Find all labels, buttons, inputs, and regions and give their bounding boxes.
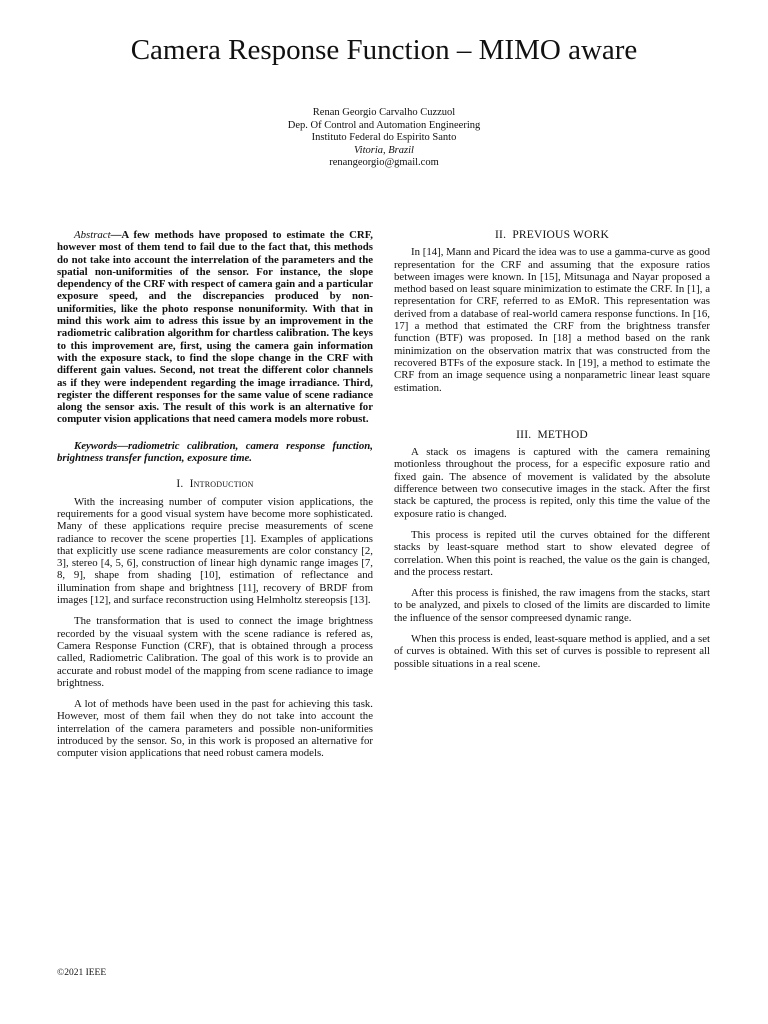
intro-paragraph: The transformation that is used to connect the image brightness recorded by the visuaal system with the scene radiance is refered as, Camera Response Function (CRF), that is obtained through a process called, Radiometric Calibration. The goal of this work is to provide an accurate and robust model of the mapping from scene radiance to image brightness. (57, 615, 373, 689)
section-spacer (394, 403, 710, 423)
method-paragraph: After this process is finished, the raw imagens from the stacks, start to be analyzed, and pixels to closed of the limits are discarded to limite the influence of the sensor compreesed dynamic range. (394, 587, 710, 624)
section-number: I. (176, 478, 184, 491)
paper-title: Camera Response Function – MIMO aware (130, 34, 638, 66)
keywords: Keywords—radiometric calibration, camera response function, brightness transfer function, exposure time. (57, 439, 373, 465)
author-email: renangeorgio@gmail.com (329, 157, 439, 168)
previous-work-paragraph: In [14], Mann and Picard the idea was to use a gamma-curve as good representation for the CRF and assuming that the exposure ratios between images were known. In [15], Mitsunaga and Nayar proposed a method based on least square minimization to estimate the CRF. In [1], a representation for CRF, referred to as EMoR. This representation was derived from a database of real-world camera response functions. In [16, 17] a method that estimated the CRF from the brightness transfer function (BTF) was proposed. In [18] a method based on the rank minimization on the observation matrix that was constructed from the recovered BTFs of the exposure stack. In [19], a method to estimate the CRF from an image sequence using a nonparametric linear least square estimation. (394, 246, 710, 394)
author-name: Renan Georgio Carvalho Cuzzuol (312, 107, 456, 118)
abstract-dash: — (110, 229, 122, 241)
section-title: METHOD (537, 428, 588, 441)
abstract-text: A few methods have proposed to estimate the CRF, however most of them tend to fail due to the fact that, this methods do not take into account the interrelation of the parameters and the spatial non-uniformities of the sensor. For instance, the slope dependency of the CRF with respect of camera gain and a particular exposure speed, and the discrepancies produced by non-uniformities, like the photo response nonuniformity. With that in mind this work aim to adress this issue by an improvement in the radiometric calibration algorithm for chartless calibration. The keys to this improvement are, first, using the camera gain information with the exposure stack, to find the slope change in the CRF with different gain values. Second, not treat the different color channels as if they were independent regarding the image irradiance. Third, register the different responses for the same value of scene radiance along the sensor axis. The result of this work is an alternative for computer vision applications that need camera models more robust. (57, 229, 373, 426)
left-column (57, 229, 373, 769)
abstract (57, 229, 373, 426)
section-heading-introduction (57, 478, 373, 490)
intro-paragraph: A lot of methods have been used in the past for achieving this task. However, most of them fail when they do not take into account the interrelation of the camera parameters and possible non-uniformities introduced by the sensor. So, in this work is proposed an alternative for computer vision applications that need robust camera models. (57, 698, 373, 760)
section-title: PREVIOUS WORK (512, 229, 609, 241)
copyright-footer: ©2021 IEEE (57, 968, 107, 978)
abstract-lead: Abstract (74, 229, 111, 241)
method-paragraph: This process is repited util the curves obtained for the different stacks by least-square method start to show elevated degree of correlation. When this point is reached, the value os the gain is changed, and the process restart. (394, 528, 710, 578)
section-heading-method (394, 429, 710, 441)
author-block (234, 107, 534, 170)
method-paragraph: When this process is ended, least-square method is applied, and a set of curves is obtained. With this set of curves is possible to represent all possible situations in a real scene. (394, 633, 710, 670)
section-heading-previous-work (394, 229, 710, 241)
section-title: Introduction (189, 478, 254, 491)
author-institution: Instituto Federal do Espirito Santo (311, 132, 457, 143)
author-department: Dep. Of Control and Automation Engineering (287, 119, 481, 131)
right-column (394, 229, 710, 679)
section-number: II. (495, 229, 507, 241)
author-location: Vitoria, Brazil (354, 144, 414, 156)
intro-paragraph: With the increasing number of computer vision applications, the requirements for a good visual system have become more sophisticated. Many of these applications require precise measurements of scene radiance to recover the scene properties [1]. Examples of applications that explicitly use scene radiance measurements are color constancy [2, 3], stereo [4, 5, 6], construction of linear high dynamic range images [7, 8, 9], shape from shading [10], estimation of reflectance and illumination from shape and brightness [11], recovery of BRDF from images [12], and surface reconstruction using Helmholtz stereopsis [13]. (57, 495, 373, 607)
method-paragraph: A stack os imagens is captured with the camera remaining motionless throughout the process, for a especific exposure ratio and fixed gain. The absence of movement is validated by the absolute difference between two consecutive images in the stack. After the first stack be captured, the process is repited, only this time the value of the exposure ratio is changed. (394, 446, 710, 520)
section-number: III. (516, 428, 532, 441)
